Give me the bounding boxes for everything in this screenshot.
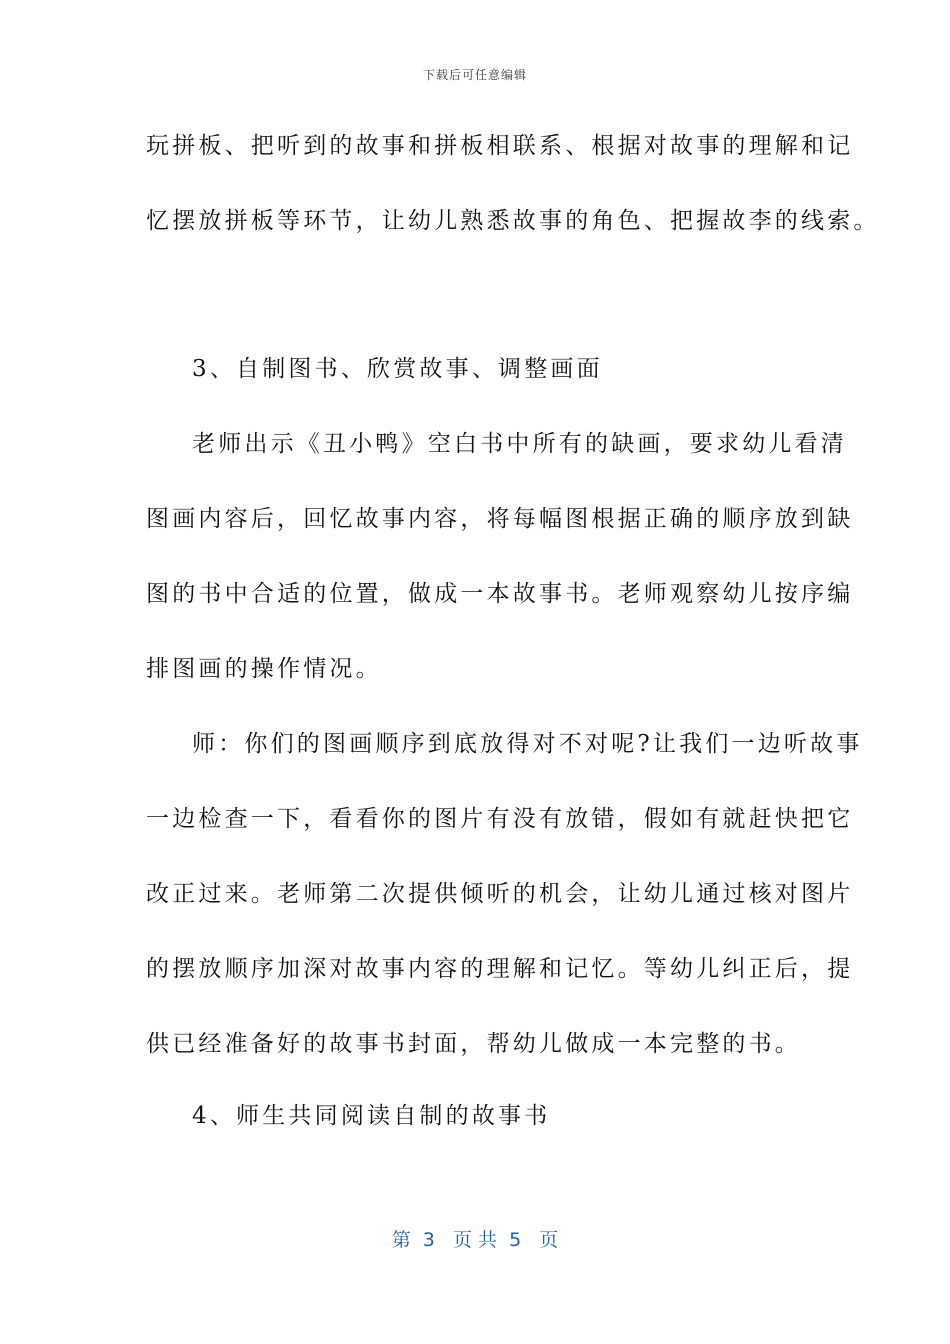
page-number-footer: 第 3 页 共 5 页 (391, 1229, 559, 1251)
paragraph-line: 图的书中合适的位置，做成一本故事书。老师观察幼儿按序编 (146, 581, 854, 607)
paragraph-line: 忆摆放拼板等环节，让幼儿熟悉故事的角色、把握故李的线索。 (146, 208, 880, 234)
paragraph-line: 的摆放顺序加深对故事内容的理解和记忆。等幼儿纠正后，提 (146, 956, 854, 982)
paragraph-line: 师：你们的图画顺序到底放得对不对呢?让我们一边听故事 (192, 731, 863, 757)
paragraph-line: 图画内容后，回忆故事内容，将每幅图根据正确的顺序放到缺 (146, 506, 854, 532)
paragraph-line: 老师出示《丑小鸭》空白书中所有的缺画，要求幼儿看清 (192, 431, 847, 457)
header-note: 下载后可任意编辑 (422, 68, 527, 82)
paragraph-line: 排图画的操作情况。 (146, 656, 382, 682)
section-heading: 4、师生共同阅读自制的故事书 (192, 1103, 551, 1129)
paragraph-line: 供已经准备好的故事书封面，帮幼儿做成一本完整的书。 (146, 1031, 801, 1057)
section-heading: 3、自制图书、欣赏故事、调整画面 (192, 356, 603, 382)
paragraph-line: 改正过来。老师第二次提供倾听的机会，让幼儿通过核对图片 (146, 881, 854, 907)
paragraph-line: 玩拼板、把听到的故事和拼板相联系、根据对故事的理解和记 (146, 133, 854, 159)
paragraph-line: 一边检查一下，看看你的图片有没有放错，假如有就赶快把它 (146, 806, 854, 832)
